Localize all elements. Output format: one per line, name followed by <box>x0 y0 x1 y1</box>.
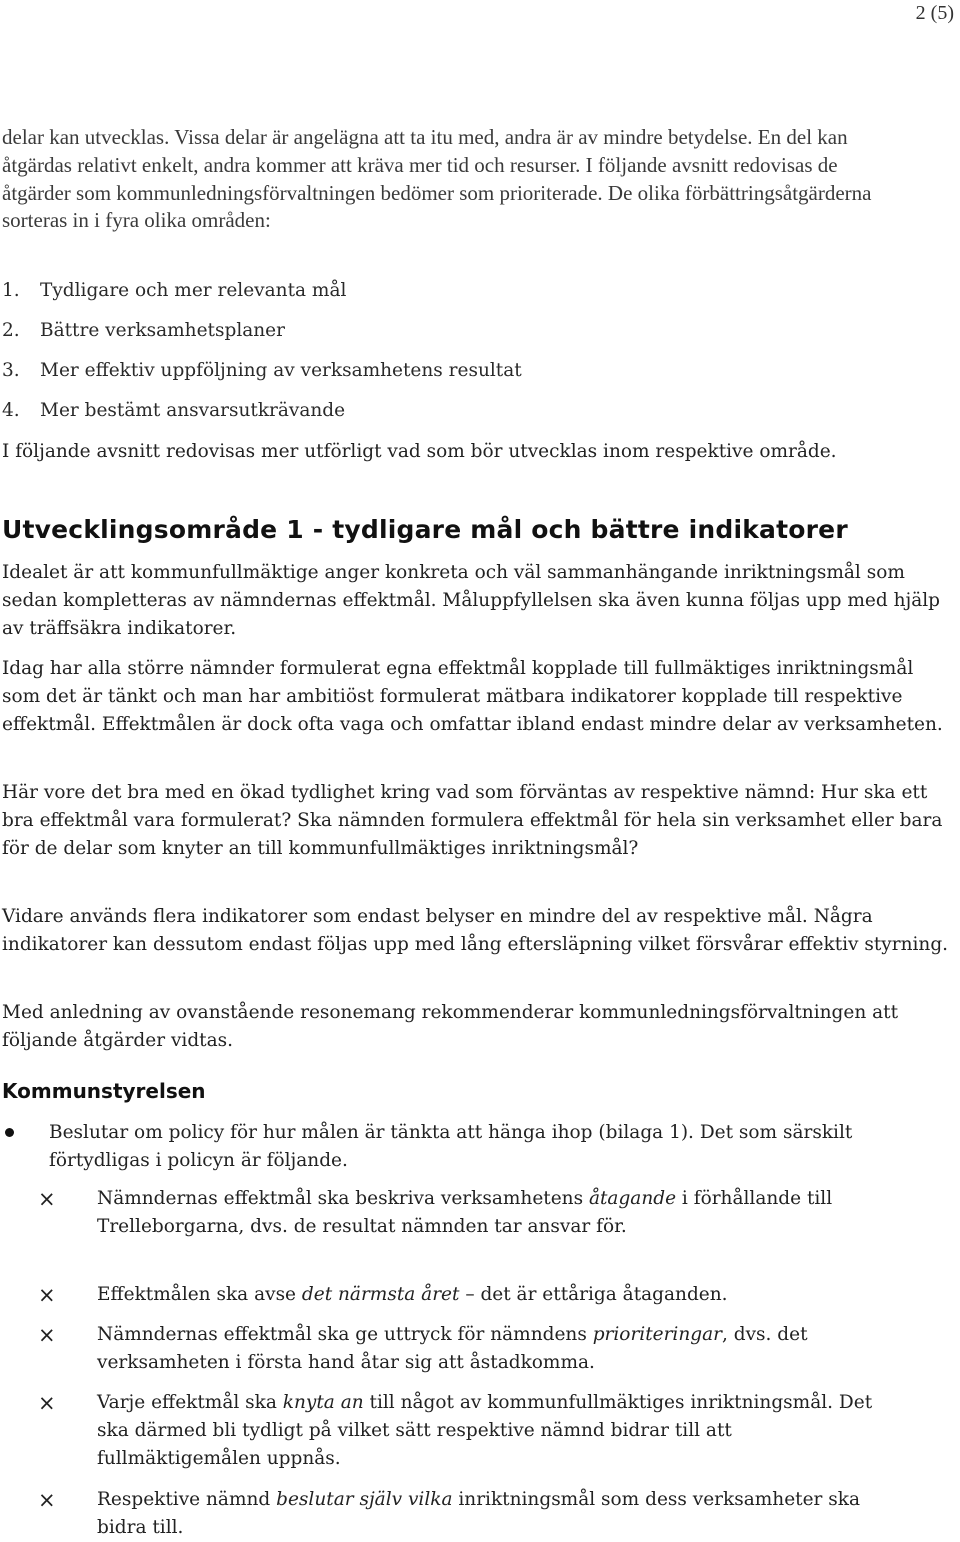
paragraph: Vidare används flera indikatorer som endast belyser en mindre del av respektive mål. Några indikatorer kan dessutom endast följas upp med lång eftersläpning vilket försvårar effektiv styrning. <box>2 906 949 955</box>
paragraph: Idealet är att kommunfullmäktige anger konkreta och väl sammanhängande inriktningsmål som sedan kompletteras av nämndernas effektmål. Måluppfyllelsen ska även kunna följas upp med hjälp av träffsäkra indikatorer. <box>2 562 941 639</box>
cross-icon: × <box>38 1187 56 1211</box>
paragraph: Med anledning av ovanstående resonemang rekommenderar kommunledningsförvaltningen att följande åtgärder vidtas. <box>2 1002 899 1051</box>
after-list-paragraph: I följande avsnitt redovisas mer utförligt vad som bör utvecklas inom respektive område. <box>2 441 837 462</box>
intro-text: delar kan utvecklas. Vissa delar är angelägna att ta itu med, andra är av mindre betydelse. En del kan åtgärdas relativt enkelt, andra kommer att kräva mer tid och resurser. I följande avsnitt redovisas de åtgärder som kommunledningsförvaltningen bedömer som prioriterade. De olika förbättringsåtgärderna sorteras in i fyra olika områden: <box>2 125 872 233</box>
section-heading-kommunstyrelsen: Kommunstyrelsen <box>2 1079 206 1103</box>
cross-icon: × <box>38 1283 56 1307</box>
bullet-icon <box>5 1128 14 1137</box>
paragraph: Här vore det bra med en ökad tydlighet kring vad som förväntas av respektive nämnd: Hur ska ett bra effektmål vara formulerat? Ska nämnden formulera effektmål för hela sin verksamhet eller bara för de delar som knyter an till kommunfullmäktiges inriktningsmål? <box>2 782 943 859</box>
cross-icon: × <box>38 1488 56 1512</box>
list-item: 2. Bättre verksamhetsplaner <box>2 320 285 341</box>
section-heading-utvecklingsomrade: Utvecklingsområde 1 - tydligare mål och bättre indikatorer <box>2 515 848 544</box>
list-item: 4. Mer bestämt ansvarsutkrävande <box>2 400 346 421</box>
paragraph: Idag har alla större nämnder formulerat egna effektmål kopplade till fullmäktiges inriktningsmål som det är tänkt och man har ambitiöst formulerat mätbara indikatorer kopplade till respektive effektmål. Effektmålen är dock ofta vaga och omfattar ibland endast mindre delar av verksamheten. <box>2 658 943 735</box>
cross-icon: × <box>38 1391 56 1415</box>
intro-paragraph <box>2 124 902 235</box>
list-item: 1. Tydligare och mer relevanta mål <box>2 280 347 301</box>
page-number: 2 (5) <box>915 2 954 24</box>
cross-icon: × <box>38 1323 56 1347</box>
list-item: 3. Mer effektiv uppföljning av verksamhetens resultat <box>2 360 522 381</box>
